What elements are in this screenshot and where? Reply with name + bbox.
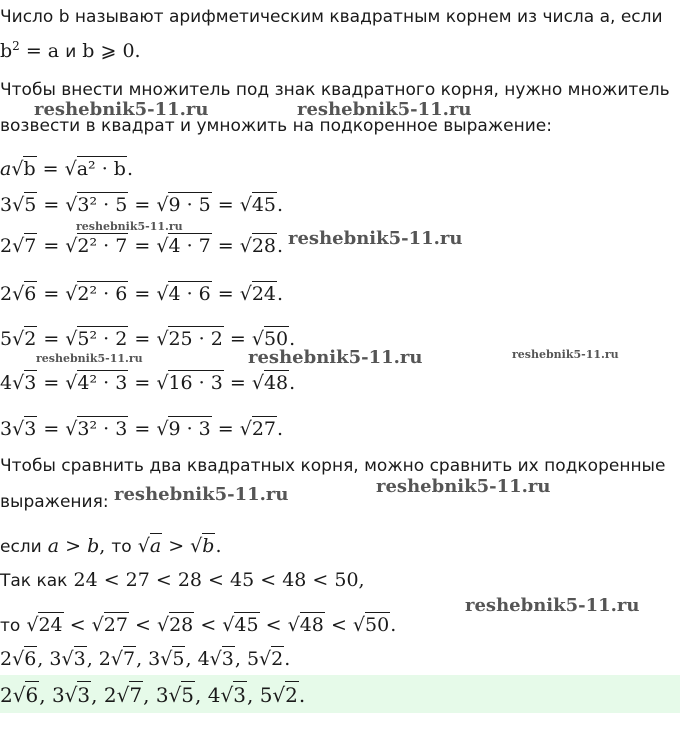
rad: 2 (271, 648, 284, 670)
coef: 3 (155, 683, 169, 707)
coef: 2 (0, 235, 13, 257)
step2: 25 · 2 (168, 328, 223, 350)
coef: 4 (197, 648, 210, 670)
rad: 3 (24, 418, 37, 440)
watermark: reshebnik5-11.ru (512, 348, 619, 361)
formula-rad-rhs: a² · b (76, 158, 126, 180)
step2: 16 · 3 (168, 372, 223, 394)
watermark: reshebnik5-11.ru (297, 99, 472, 120)
rad: 3 (24, 372, 37, 394)
step1: 2² · 7 (77, 235, 128, 257)
watermark: reshebnik5-11.ru (288, 228, 463, 249)
then-b: b (202, 535, 215, 557)
coef: 3 (0, 194, 13, 216)
rad: 2 (24, 328, 37, 350)
coef: 2 (0, 648, 13, 670)
formula-rad: b (23, 158, 36, 180)
then-chain-word: то (0, 616, 21, 636)
compare-end: . (215, 535, 222, 557)
then-word: то (111, 537, 132, 557)
coef: 2 (103, 683, 117, 707)
coef: 5 (246, 648, 260, 670)
rad: 5 (172, 648, 185, 670)
rad: 2 (285, 683, 298, 707)
rad: 6 (24, 283, 37, 305)
compare-rule: если a > b, то √a > √b. (0, 535, 222, 557)
chain-sep: < (265, 614, 282, 636)
rad: 5 (181, 683, 195, 707)
step1: 4² · 3 (77, 372, 128, 394)
cond-b: b (0, 40, 13, 62)
chain-sep: < (69, 614, 86, 636)
ordered-list: 2√6, 3√3, 2√7, 3√5, 4√3, 5√2. (0, 648, 291, 670)
step1: 3² · 3 (77, 418, 128, 440)
formula-end: . (126, 158, 133, 180)
chain-rad: 24 (38, 614, 63, 636)
result: 28 (251, 235, 277, 257)
cond-nonneg: b ⩾ 0. (76, 40, 141, 62)
coef: 5 (0, 328, 13, 350)
coef: 2 (0, 283, 13, 305)
cond-and: и (65, 42, 77, 62)
chain-rad: 45 (234, 614, 259, 636)
result: 24 (251, 283, 277, 305)
result: 27 (251, 418, 277, 440)
rad: 6 (25, 683, 39, 707)
watermark: reshebnik5-11.ru (76, 220, 183, 233)
definition-condition: $b^2 = a$ и b ⩾ 0. (0, 39, 141, 62)
since-line (0, 571, 365, 590)
conversion-row: 3√3 = √3² · 3 = √9 · 3 = √27. (0, 418, 284, 440)
chain-end: . (390, 614, 397, 636)
coef: 2 (0, 683, 13, 707)
chain-sep: < (330, 614, 347, 636)
rad: 7 (129, 683, 143, 707)
general-formula: a√b = √a² · b. (0, 158, 133, 180)
chain-rad: 48 (299, 614, 324, 636)
watermark: reshebnik5-11.ru (114, 484, 289, 505)
rad: 7 (24, 235, 37, 257)
conversion-row: 5√2 = √5² · 2 = √25 · 2 = √50. (0, 328, 296, 350)
rad: 3 (77, 683, 91, 707)
if-expr: a > b (47, 535, 100, 557)
then-a: a (149, 535, 162, 557)
cond-eq: = a (19, 40, 66, 62)
result: 50 (263, 328, 289, 350)
rad: 3 (73, 648, 86, 670)
rad: 3 (221, 648, 234, 670)
answer-line: 2√6, 3√3, 2√7, 3√5, 4√3, 5√2. (0, 683, 306, 707)
step1: 3² · 5 (77, 194, 128, 216)
formula-coef: a (0, 158, 12, 180)
watermark: reshebnik5-11.ru (376, 476, 551, 497)
result: 48 (263, 372, 289, 394)
rad: 5 (24, 194, 37, 216)
watermark: reshebnik5-11.ru (465, 595, 640, 616)
step2: 9 · 5 (168, 194, 211, 216)
step2: 4 · 6 (168, 283, 211, 305)
watermark: reshebnik5-11.ru (248, 347, 423, 368)
coef: 4 (207, 683, 221, 707)
chain-sep: < (200, 614, 217, 636)
rad: 7 (122, 648, 136, 670)
coef: 3 (148, 648, 161, 670)
coef: 3 (0, 418, 13, 440)
rule-insert-line-1: Чтобы внести множитель под знак квадратного корня, нужно множитель (0, 80, 670, 100)
watermark: reshebnik5-11.ru (34, 99, 209, 120)
rule-compare-line-2: выражения: (0, 492, 109, 512)
coef: 4 (0, 372, 13, 394)
step2: 4 · 7 (168, 235, 211, 257)
conversion-row: 3√5 = √3² · 5 = √9 · 5 = √45. (0, 194, 284, 216)
chain-sep: < (135, 614, 151, 636)
since-word: Так как (0, 571, 68, 591)
conversion-row: 2√7 = √2² · 7 = √4 · 7 = √28. (0, 235, 284, 257)
rule-compare-line-1: Чтобы сравнить два квадратных корня, можно сравнить их подкоренные (0, 456, 666, 476)
step2: 9 · 3 (168, 418, 211, 440)
if-word: если (0, 537, 42, 557)
step1: 2² · 6 (77, 283, 128, 305)
chain-rad: 28 (169, 614, 194, 636)
coef: 5 (259, 683, 273, 707)
coef: 3 (49, 648, 62, 670)
watermark: reshebnik5-11.ru (36, 352, 143, 365)
definition-text: Число b называют арифметическим квадратным корнем из числа a, если (0, 7, 663, 27)
definition-line-1 (0, 9, 663, 26)
since-expr: 24 < 27 < 28 < 45 < 48 < 50, (73, 569, 365, 591)
chain-rad: 27 (103, 614, 128, 636)
coef: 2 (98, 648, 111, 670)
coef: 3 (51, 683, 65, 707)
then-chain: то √24 < √27 < √28 < √45 < √48 < √50. (0, 614, 397, 636)
rad: 3 (233, 683, 246, 707)
chain-rad: 50 (365, 614, 390, 636)
rad: 6 (24, 648, 37, 670)
step1: 5² · 2 (77, 328, 128, 350)
conversion-row: 2√6 = √2² · 6 = √4 · 6 = √24. (0, 283, 284, 305)
rule-insert-line-2: возвести в квадрат и умножить на подкоренное выражение: (0, 116, 552, 136)
then-gt: > (168, 535, 185, 557)
result: 45 (251, 194, 277, 216)
conversion-row: 4√3 = √4² · 3 = √16 · 3 = √48. (0, 372, 296, 394)
